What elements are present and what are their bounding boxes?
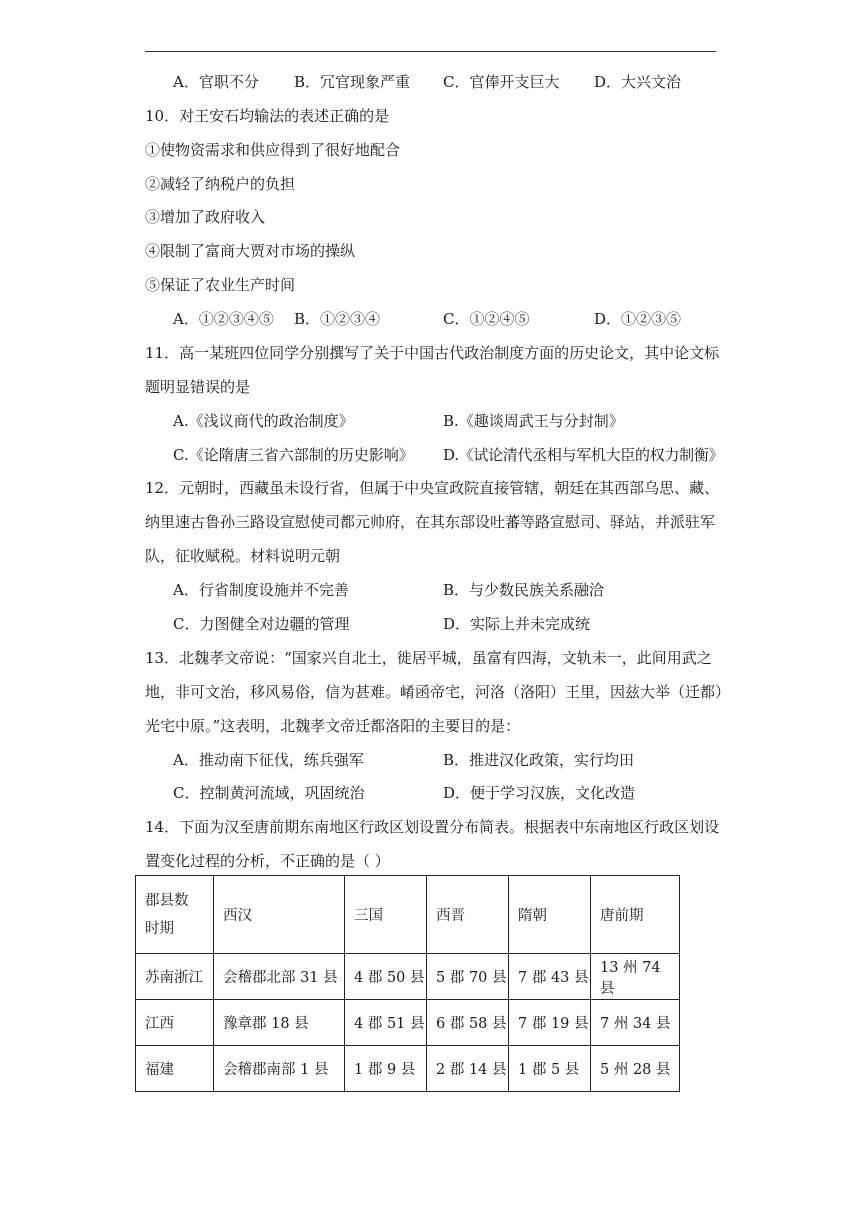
q13-option-a[interactable]: A．推动南下征伐，练兵强军 <box>173 751 364 769</box>
q10-option-c[interactable]: C．①②④⑤ <box>443 310 530 328</box>
q10-stem: 10．对王安石均输法的表述正确的是 <box>145 107 390 125</box>
q11-option-d[interactable]: D.《试论清代丞相与军机大臣的权力制衡》 <box>443 446 724 464</box>
table-cell: 2 郡 14 县 <box>427 1046 509 1092</box>
q10-item-4: ④限制了富商大贾对市场的操纵 <box>145 242 356 260</box>
q13-stem-line-2: 地，非可文治，移风易俗，信为甚难。崤函帝宅，河洛（洛阳）王里，因兹大举（迁都） <box>145 683 731 701</box>
q10-item-3: ③增加了政府收入 <box>145 208 266 226</box>
table-row <box>136 954 680 1000</box>
district-table <box>135 875 680 1092</box>
table-cell: 豫章郡 18 县 <box>214 1000 345 1046</box>
table-row <box>136 1000 680 1046</box>
q13-option-d[interactable]: D．便于学习汉族，文化改造 <box>443 784 636 802</box>
q13-stem-line-1: 13．北魏孝文帝说：“国家兴自北土，徙居平城，虽富有四海，文轨未一，此间用武之 <box>145 649 712 667</box>
q12-stem-line-1: 12．元朝时，西藏虽未设行省，但属于中央宣政院直接管辖，朝廷在其西部乌思、藏、 <box>145 479 720 497</box>
q12-option-a[interactable]: A．行省制度设施并不完善 <box>173 581 349 599</box>
column-header: 三国 <box>345 876 427 954</box>
table-cell: 7 州 34 县 <box>591 1000 680 1046</box>
q9-option-c[interactable]: C．官俸开支巨大 <box>443 73 560 91</box>
q14-stem-line-2: 置变化过程的分析，不正确的是（ ） <box>145 852 390 870</box>
q13-stem-line-3: 光宅中原。”这表明，北魏孝文帝迁都洛阳的主要目的是： <box>145 717 521 735</box>
table-row <box>136 1046 680 1092</box>
table-cell: 1 郡 5 县 <box>509 1046 591 1092</box>
row-header: 江西 <box>136 1000 214 1046</box>
q9-option-a[interactable]: A．官职不分 <box>173 73 259 91</box>
table-corner-cell <box>136 876 214 954</box>
q12-option-c[interactable]: C．力图健全对边疆的管理 <box>173 615 350 633</box>
table-cell: 会稽郡北部 31 县 <box>214 954 345 1000</box>
q12-option-d[interactable]: D．实际上并未完成统 <box>443 615 591 633</box>
q12-option-b[interactable]: B．与少数民族关系融洽 <box>443 581 605 599</box>
table-cell: 5 郡 70 县 <box>427 954 509 1000</box>
q10-item-2: ②减轻了纳税户的负担 <box>145 175 296 193</box>
table-header-row <box>136 876 680 954</box>
q11-stem-line-2: 题明显错误的是 <box>145 378 251 396</box>
table-cell: 13 州 74 县 <box>591 954 680 1000</box>
q11-stem-line-1: 11．高一某班四位同学分别撰写了关于中国古代政治制度方面的历史论文，其中论文标 <box>145 344 720 362</box>
q10-option-d[interactable]: D．①②③⑤ <box>594 310 682 328</box>
corner-label-top: 郡县数 <box>145 892 189 909</box>
table-cell: 4 郡 51 县 <box>345 1000 427 1046</box>
column-header: 隋朝 <box>509 876 591 954</box>
q10-option-a[interactable]: A．①②③④⑤ <box>173 310 274 328</box>
q13-option-b[interactable]: B．推进汉化政策，实行均田 <box>443 751 635 769</box>
table-cell: 7 郡 19 县 <box>509 1000 591 1046</box>
q14-stem-line-1: 14．下面为汉至唐前期东南地区行政区划设置分布简表。根据表中东南地区行政区划设 <box>145 818 720 836</box>
table-cell: 1 郡 9 县 <box>345 1046 427 1092</box>
q10-item-1: ①使物资需求和供应得到了很好地配合 <box>145 141 401 159</box>
column-header: 西晋 <box>427 876 509 954</box>
row-header: 福建 <box>136 1046 214 1092</box>
header-rule <box>145 51 716 52</box>
q11-option-b[interactable]: B.《趣谈周武王与分封制》 <box>443 412 624 430</box>
q13-option-c[interactable]: C．控制黄河流域，巩固统治 <box>173 784 365 802</box>
q12-stem-line-3: 队，征收赋税。材料说明元朝 <box>145 547 341 565</box>
row-header: 苏南浙江 <box>136 954 214 1000</box>
column-header: 西汉 <box>214 876 345 954</box>
corner-label-bottom: 时期 <box>145 920 174 937</box>
q9-option-b[interactable]: B．冗官现象严重 <box>294 73 411 91</box>
table-cell: 4 郡 50 县 <box>345 954 427 1000</box>
q12-stem-line-2: 纳里速古鲁孙三路设宣慰使司都元帅府，在其东部设吐蕃等路宣慰司、驿站，并派驻军 <box>145 513 716 531</box>
q10-item-5: ⑤保证了农业生产时间 <box>145 276 296 294</box>
table-cell: 5 州 28 县 <box>591 1046 680 1092</box>
table-cell: 7 郡 43 县 <box>509 954 591 1000</box>
q10-option-b[interactable]: B．①②③④ <box>294 310 381 328</box>
q11-option-c[interactable]: C.《论隋唐三省六部制的历史影响》 <box>173 446 414 464</box>
q9-option-d[interactable]: D．大兴文治 <box>594 73 682 91</box>
q11-option-a[interactable]: A.《浅议商代的政治制度》 <box>173 412 354 430</box>
table-cell: 会稽郡南部 1 县 <box>214 1046 345 1092</box>
table-cell: 6 郡 58 县 <box>427 1000 509 1046</box>
column-header: 唐前期 <box>591 876 680 954</box>
